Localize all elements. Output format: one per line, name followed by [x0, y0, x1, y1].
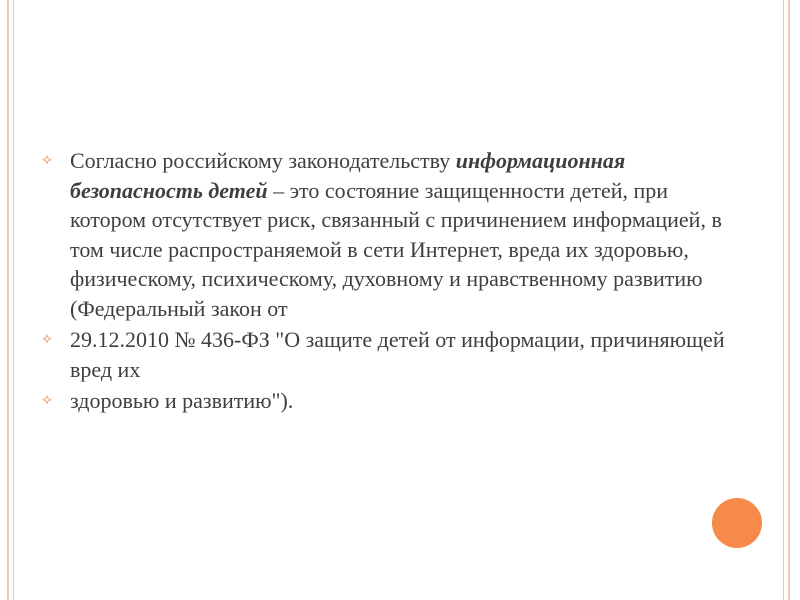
- paragraph-text-start: Согласно российскому законодательству: [70, 148, 456, 173]
- left-border-inner: [13, 0, 14, 600]
- diamond-bullet-icon: [42, 386, 52, 416]
- orange-circle-decoration: [712, 498, 762, 548]
- diamond-bullet-icon: [42, 146, 52, 176]
- law-title-end-text: здоровью и развитию").: [70, 388, 294, 413]
- right-border-inner: [783, 0, 784, 600]
- paragraph-law-title-end: [38, 386, 738, 416]
- left-border-outer: [7, 0, 9, 600]
- paragraph-text-end: – это состояние защищенности детей, при котором отсутствует риск, связанный с причинением информацией, в том числе распространяемой в сети Интернет, вреда их здоровью, физическому, психическому, духовному и нравственному развитию (Федеральный закон от: [70, 177, 722, 321]
- right-border-outer: [788, 0, 790, 600]
- paragraph-law-reference: [38, 325, 738, 384]
- defined-term: информационная безопасность детей: [70, 148, 626, 203]
- diamond-bullet-icon: [42, 325, 52, 355]
- law-reference-text: 29.12.2010 № 436-ФЗ "О защите детей от информации, причиняющей вред их: [70, 327, 725, 382]
- paragraph-definition: [38, 146, 738, 323]
- slide-body: [38, 146, 738, 418]
